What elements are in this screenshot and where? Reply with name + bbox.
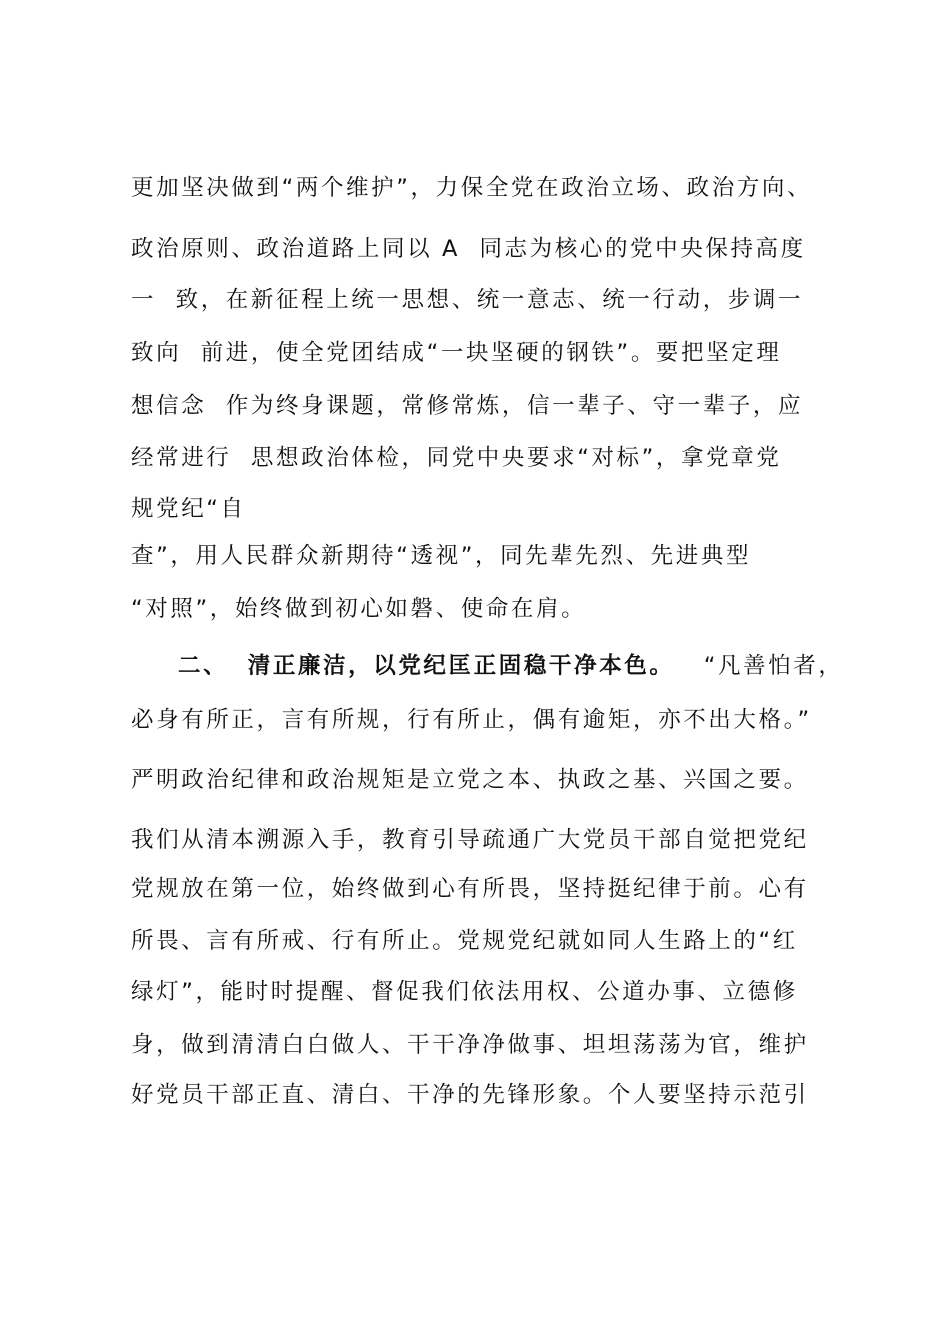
paragraph1-line-7: 规党纪“自 (131, 496, 246, 522)
paragraph1-line-4: 致向 前进，使全党团结成“一块坚硬的钢铁”。要把坚定理 (131, 340, 782, 366)
paragraph2-line-5: 所畏、言有所戒、行有所止。党规党纪就如同人生路上的“红 (131, 928, 798, 954)
paragraph2-line-1: 必身有所正，言有所规，行有所止，偶有逾矩，亦不出大格。” (131, 707, 812, 733)
section-quote-start: “凡善怕者， (703, 653, 844, 679)
paragraph2-line-4: 党规放在第一位，始终做到心有所畏，坚持挺纪律于前。心有 (131, 876, 809, 902)
paragraph1-line-8: 查”，用人民群众新期待“透视”，同先辈先烈、先进典型 (131, 543, 752, 569)
paragraph1-line-1: 更加坚决做到“两个维护”，力保全党在政治立场、政治方向、 (131, 175, 813, 201)
paragraph1-line-2: 政治原则、政治道路上同以 A 同志为核心的党中央保持高度 (131, 236, 806, 262)
paragraph2-line-2: 严明政治纪律和政治规矩是立党之本、执政之基、兴国之要。 (131, 767, 809, 793)
paragraph1-line-5: 想信念 作为终身课题，常修常炼，信一辈子、守一辈子，应 (131, 393, 804, 419)
section-number: 二、 (178, 653, 229, 679)
paragraph1-line-9: “对照”，始终做到初心如磐、使命在肩。 (131, 596, 587, 622)
section-title: 清正廉洁，以党纪匡正固稳干净本色。 (247, 653, 675, 679)
section-heading (178, 651, 843, 681)
paragraph2-line-6: 绿灯”，能时时提醒、督促我们依法用权、公道办事、立德修 (131, 979, 798, 1005)
paragraph1-line-3: 一 致，在新征程上统一思想、统一意志、统一行动，步调一 (131, 287, 804, 313)
paragraph2-line-3: 我们从清本溯源入手，教育引导疏通广大党员干部自觉把党纪 (131, 827, 809, 853)
paragraph2-line-8: 好党员干部正直、清白、干净的先锋形象。个人要坚持示范引 (131, 1082, 809, 1108)
paragraph2-line-7: 身，做到清清白白做人、干干净净做事、坦坦荡荡为官，维护 (131, 1032, 809, 1058)
paragraph1-line-6: 经常进行 思想政治体检，同党中央要求“对标”，拿党章党 (131, 445, 782, 471)
